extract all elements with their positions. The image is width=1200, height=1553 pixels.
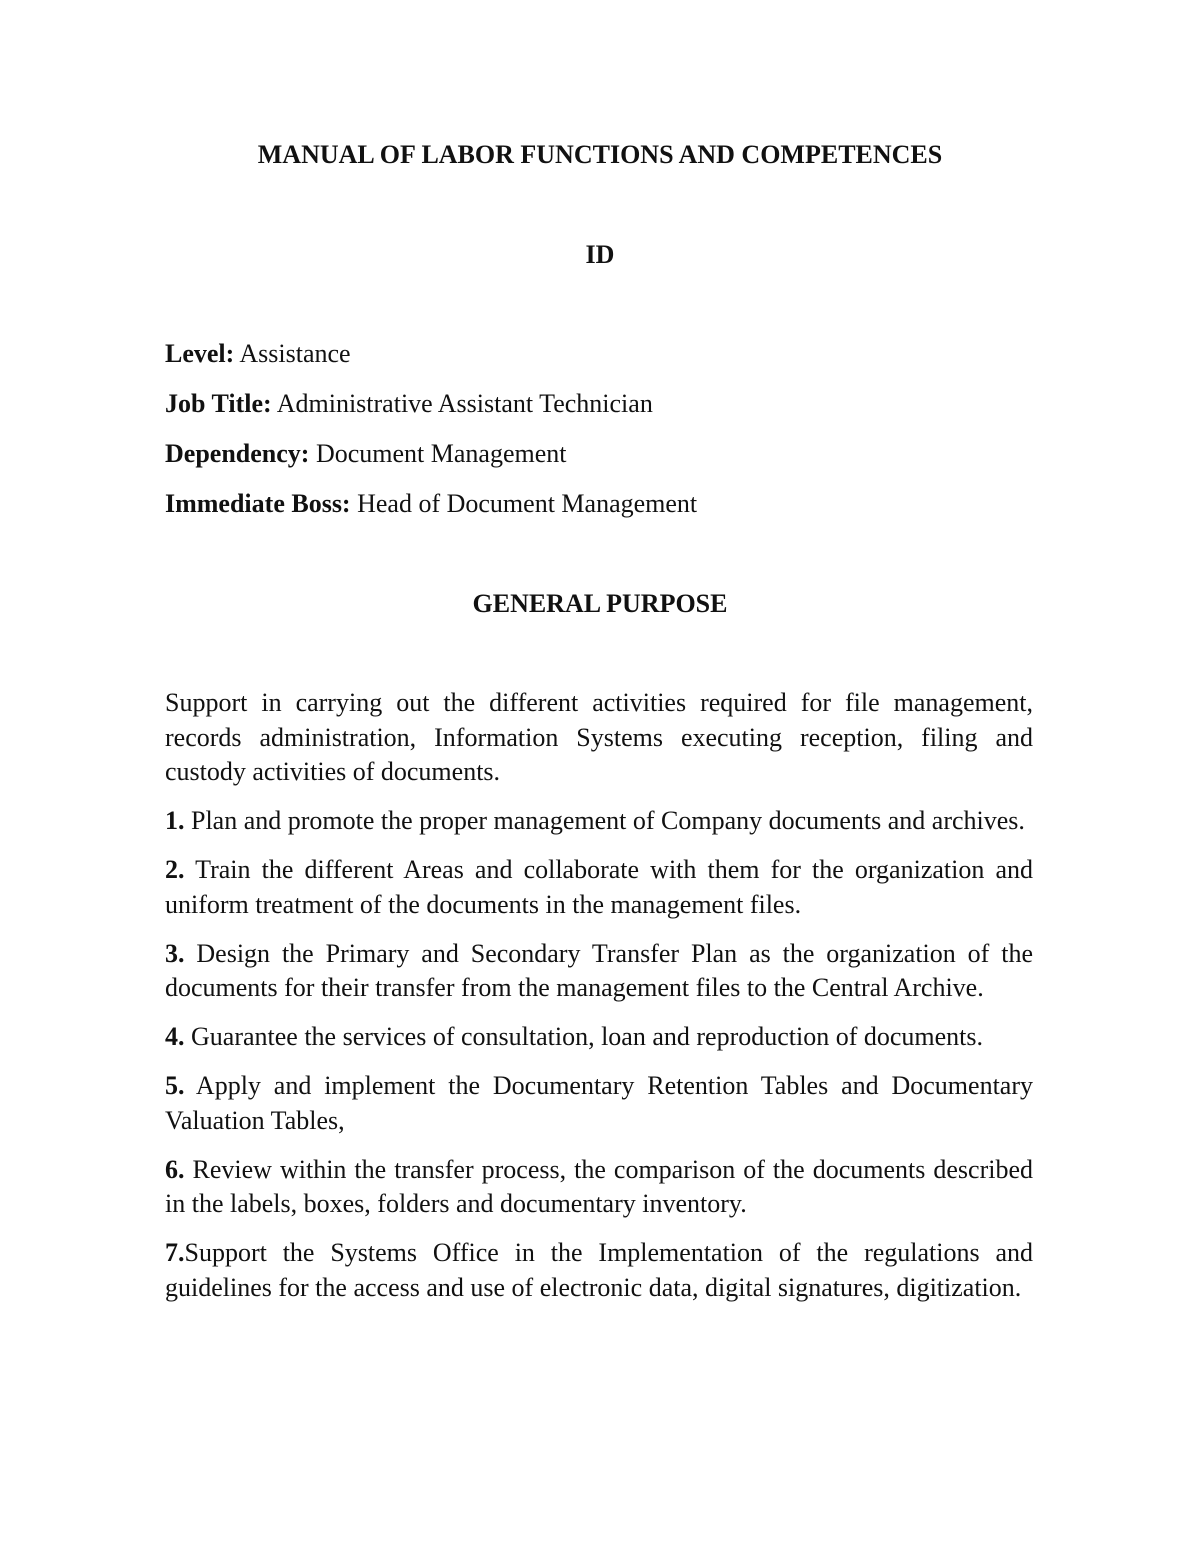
list-item-text: Design the Primary and Secondary Transfer Plan as the organization of the documents for their transfer from the management files to the Central Archive. xyxy=(165,938,1033,1002)
list-item-number: 4. xyxy=(165,1022,185,1051)
job-title-value: Administrative Assistant Technician xyxy=(271,389,653,418)
dependency-label: Dependency: xyxy=(165,439,310,468)
list-item-number: 7. xyxy=(165,1238,185,1267)
list-item xyxy=(165,804,1033,839)
dependency-value: Document Management xyxy=(309,439,567,468)
immediate-boss-label: Immediate Boss: xyxy=(165,489,351,518)
general-purpose-body xyxy=(165,686,1033,1320)
purpose-intro: Support in carrying out the different activities required for file management, records administration, Information Systems executing reception, filing and custody activities of documents. xyxy=(165,688,1033,786)
list-item xyxy=(165,1153,1033,1222)
list-item xyxy=(165,853,1033,922)
list-item-text: Review within the transfer process, the comparison of the documents described in the labels, boxes, folders and documentary inventory. xyxy=(165,1154,1033,1218)
id-heading: ID xyxy=(585,240,615,269)
list-item xyxy=(165,1069,1033,1138)
list-item-text: Guarantee the services of consultation, loan and reproduction of documents. xyxy=(184,1022,984,1051)
general-purpose-heading: GENERAL PURPOSE xyxy=(472,589,728,618)
level-label: Level: xyxy=(165,339,235,368)
list-item-text: Train the different Areas and collaborate with them for the organization and uniform treatment of the documents in the management files. xyxy=(165,855,1033,919)
level-value: Assistance xyxy=(234,339,351,368)
dependency-field xyxy=(165,437,1035,471)
list-item-text: Plan and promote the proper management of Company documents and archives. xyxy=(184,806,1025,835)
list-item-number: 5. xyxy=(165,1071,185,1100)
level-field xyxy=(165,337,1035,371)
immediate-boss-field xyxy=(165,487,1035,521)
job-title-label: Job Title: xyxy=(165,389,272,418)
list-item-text: Apply and implement the Documentary Retention Tables and Documentary Valuation Tables, xyxy=(165,1071,1033,1135)
immediate-boss-value: Head of Document Management xyxy=(350,489,698,518)
list-item xyxy=(165,937,1033,1006)
list-item-number: 2. xyxy=(165,855,185,884)
list-item xyxy=(165,1020,1033,1055)
list-item xyxy=(165,1236,1033,1305)
list-item-number: 3. xyxy=(165,938,185,968)
list-item-number: 1. xyxy=(165,806,185,835)
job-title-field xyxy=(165,387,1035,421)
list-item-text: Support the Systems Office in the Implementation of the regulations and guidelines for the access and use of electronic data, digital signatures, digitization. xyxy=(165,1238,1033,1302)
document-title: MANUAL OF LABOR FUNCTIONS AND COMPETENCES xyxy=(257,140,943,169)
list-item-number: 6. xyxy=(165,1154,185,1184)
